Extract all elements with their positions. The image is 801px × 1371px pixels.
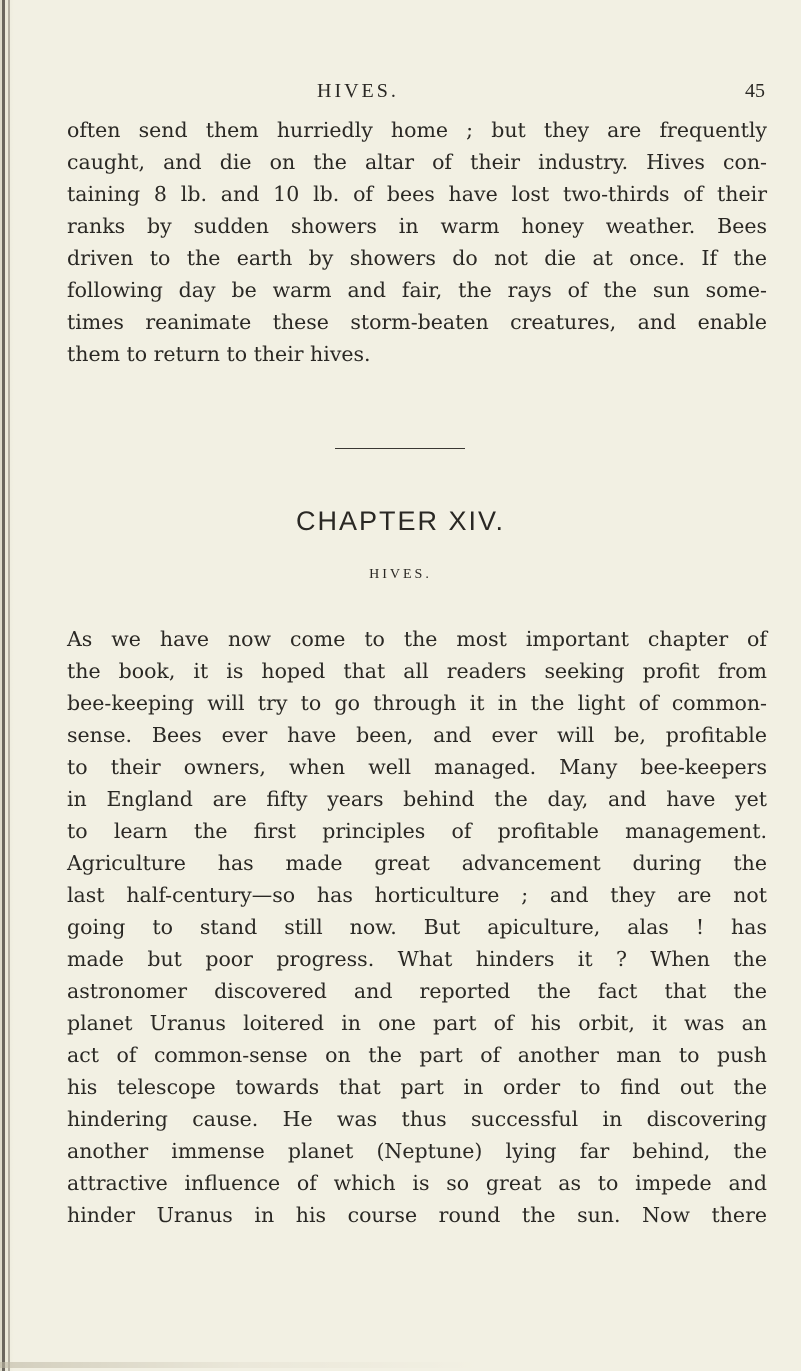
text-line: times reanimate these storm-beaten creatures, and enable: [67, 310, 767, 334]
text-line: hindering cause. He was thus successful in discovering: [67, 1107, 767, 1131]
text-line: to their owners, when well managed. Many bee-keepers: [67, 755, 767, 779]
running-title: HIVES.: [317, 80, 399, 102]
text-line: in England are fifty years behind the day, and have yet: [67, 787, 767, 811]
text-line: made but poor progress. What hinders it ? When the: [67, 947, 767, 971]
top-paragraph: [67, 114, 767, 370]
text-line: driven to the earth by showers do not die at once. If the: [67, 246, 767, 270]
text-line: another immense planet (Neptune) lying far behind, the: [67, 1139, 767, 1163]
text-line: astronomer discovered and reported the fact that the: [67, 979, 767, 1003]
text-line: to learn the first principles of profitable management.: [67, 819, 767, 843]
chapter-subheading: HIVES.: [369, 567, 432, 582]
text-line: last half-century—so has horticulture ; and they are not: [67, 883, 767, 907]
binding-edge: [2, 0, 5, 1371]
text-line: act of common-sense on the part of another man to push: [67, 1043, 767, 1067]
text-line: Agriculture has made great advancement during the: [67, 851, 767, 875]
chapter-heading: CHAPTER XIV.: [295, 506, 506, 536]
main-paragraph: [67, 623, 767, 1231]
text-line: As we have now come to the most important chapter of: [67, 627, 767, 651]
text-line: often send them hurriedly home ; but they are frequently: [67, 118, 767, 142]
text-line: attractive influence of which is so great as to impede and: [67, 1171, 767, 1195]
section-divider: [335, 448, 465, 449]
text-line: following day be warm and fair, the rays of the sun some-: [67, 278, 767, 302]
text-line: the book, it is hoped that all readers seeking profit from: [67, 659, 767, 683]
text-line: going to stand still now. But apiculture, alas ! has: [67, 915, 767, 939]
text-line: taining 8 lb. and 10 lb. of bees have lost two-thirds of their: [67, 182, 767, 206]
running-head: [0, 80, 801, 110]
page-number: 45: [745, 80, 765, 102]
text-line: caught, and die on the altar of their industry. Hives con-: [67, 150, 767, 174]
text-line: them to return to their hives.: [67, 342, 371, 366]
text-line: bee-keeping will try to go through it in the light of common-: [67, 691, 767, 715]
text-line: his telescope towards that part in order to find out the: [67, 1075, 767, 1099]
text-line: ranks by sudden showers in warm honey weather. Bees: [67, 214, 767, 238]
binding-shadow: [8, 0, 10, 1371]
page-bottom-edge: [0, 1362, 801, 1368]
text-line: sense. Bees ever have been, and ever will be, profitable: [67, 723, 767, 747]
text-line: planet Uranus loitered in one part of his orbit, it was an: [67, 1011, 767, 1035]
text-line: hinder Uranus in his course round the sun. Now there: [67, 1203, 767, 1227]
